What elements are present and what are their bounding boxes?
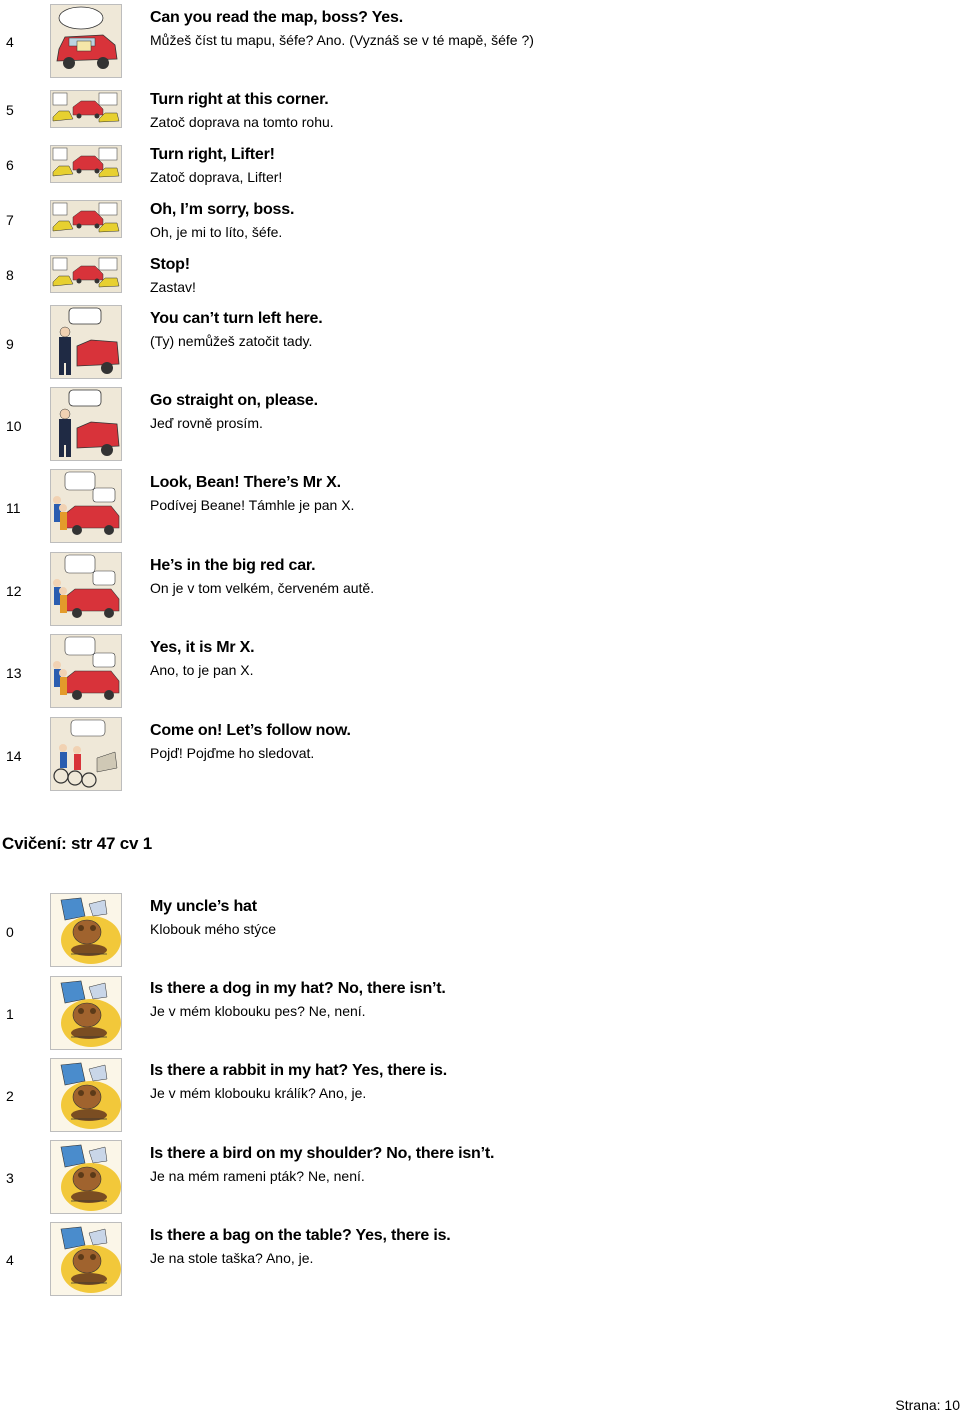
dialogue-czech-text: On je v tom velkém, červeném autě.	[150, 580, 375, 596]
dialogue-english-text: Go straight on, please.	[150, 392, 318, 409]
dialogue-english-text: You can’t turn left here.	[150, 310, 323, 327]
exercise-english-text: Is there a bird on my shoulder? No, there isn’t.	[150, 1145, 495, 1162]
dialogue-english-text: Oh, I’m sorry, boss.	[150, 201, 295, 218]
dialogue-number: 5	[6, 102, 14, 118]
exercise-number: 4	[6, 1252, 14, 1268]
dialogue-number: 14	[6, 748, 22, 764]
street-cars-icon	[50, 255, 122, 293]
exercise-number: 3	[6, 1170, 14, 1186]
dialogue-english-text: Can you read the map, boss? Yes.	[150, 9, 403, 26]
page-number: Strana: 10	[895, 1397, 960, 1413]
exercise-number: 2	[6, 1088, 14, 1104]
exercise-english-text: Is there a dog in my hat? No, there isn’t.	[150, 980, 446, 997]
dialogue-number: 6	[6, 157, 14, 173]
exercise-english-text: Is there a bag on the table? Yes, there is.	[150, 1227, 451, 1244]
street-cars-icon	[50, 200, 122, 238]
exercise-czech-text: Je na stole taška? Ano, je.	[150, 1250, 314, 1266]
dialogue-czech-text: Oh, je mi to líto, šéfe.	[150, 224, 283, 240]
dialogue-number: 10	[6, 418, 22, 434]
dialogue-czech-text: (Ty) nemůžeš zatočit tady.	[150, 333, 313, 349]
exercise-heading: Cvičení: str 47 cv 1	[2, 834, 153, 853]
dialogue-czech-text: Zatoč doprava na tomto rohu.	[150, 114, 334, 130]
kids-red-car-icon	[50, 469, 122, 543]
dialogue-czech-text: Zastav!	[150, 279, 196, 295]
dialogue-number: 11	[6, 500, 21, 516]
dialogue-english-text: Yes, it is Mr X.	[150, 639, 255, 656]
magician-hat-icon	[50, 1140, 122, 1214]
dialogue-number: 7	[6, 212, 14, 228]
policeman-car-icon	[50, 387, 122, 461]
kids-bikes-icon	[50, 717, 122, 791]
kids-red-car-icon	[50, 634, 122, 708]
street-cars-icon	[50, 90, 122, 128]
exercise-czech-text: Je v mém klobouku pes? Ne, není.	[150, 1003, 366, 1019]
dialogue-czech-text: Jeď rovně prosím.	[150, 415, 263, 431]
dialogue-czech-text: Ano, to je pan X.	[150, 662, 254, 678]
dialogue-number: 4	[6, 34, 14, 50]
magician-hat-icon	[50, 1222, 122, 1296]
exercise-english-text: My uncle’s hat	[150, 898, 257, 915]
dialogue-number: 9	[6, 336, 14, 352]
magician-hat-icon	[50, 893, 122, 967]
dialogue-czech-text: Zatoč doprava, Lifter!	[150, 169, 283, 185]
dialogue-czech-text: Pojď! Pojďme ho sledovat.	[150, 745, 315, 761]
kids-red-car-icon	[50, 552, 122, 626]
magician-hat-icon	[50, 976, 122, 1050]
dialogue-number: 13	[6, 665, 22, 681]
dialogue-number: 12	[6, 583, 22, 599]
dialogue-english-text: Come on! Let’s follow now.	[150, 722, 351, 739]
dialogue-english-text: Turn right, Lifter!	[150, 146, 275, 163]
dialogue-english-text: Stop!	[150, 256, 190, 273]
street-cars-icon	[50, 145, 122, 183]
exercise-czech-text: Klobouk mého stýce	[150, 921, 277, 937]
dialogue-english-text: Turn right at this corner.	[150, 91, 329, 108]
dialogue-english-text: Look, Bean! There’s Mr X.	[150, 474, 341, 491]
exercise-czech-text: Je na mém rameni pták? Ne, není.	[150, 1168, 365, 1184]
policeman-car-icon	[50, 305, 122, 379]
dialogue-number: 8	[6, 267, 14, 283]
dialogue-czech-text: Můžeš číst tu mapu, šéfe? Ano. (Vyznáš se v té mapě, šéfe ?)	[150, 32, 534, 48]
exercise-number: 1	[6, 1006, 14, 1022]
dialogue-czech-text: Podívej Beane! Támhle je pan X.	[150, 497, 355, 513]
dialogue-english-text: He’s in the big red car.	[150, 557, 316, 574]
magician-hat-icon	[50, 1058, 122, 1132]
exercise-english-text: Is there a rabbit in my hat? Yes, there is.	[150, 1062, 447, 1079]
exercise-number: 0	[6, 924, 14, 940]
exercise-czech-text: Je v mém klobouku králík? Ano, je.	[150, 1085, 367, 1101]
car-map-icon	[50, 4, 122, 78]
